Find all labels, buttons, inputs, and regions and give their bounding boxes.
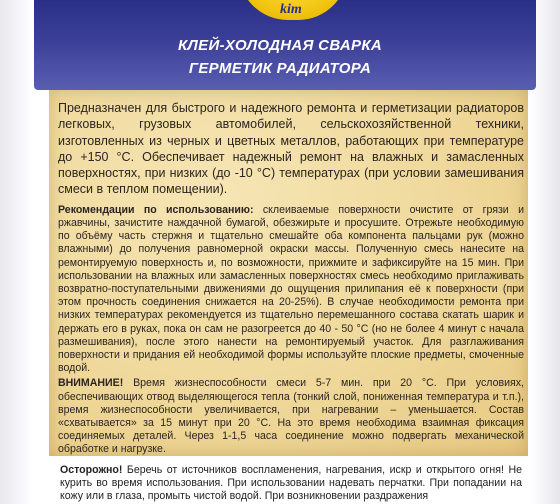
brand-logo-text: kim [280,2,302,17]
attention-text: Время жизнеспособности смеси 5-7 мин. при 20 °С. При условиях, обеспечивающих отвод выделяющегося тепла (тонкий слой, пониженная температура и т.п.), время жизнеспособности увеличивается, при нагревании – уменьшается. Состав «схватывается» за 15 минут при 20 °С. На это время необходима взаимная фиксация соединяемых деталей. Через 1-1,5 часа соединение можно подвергать механической обработке и нагрузке. [58,377,524,456]
caution-text: Беречь от источников воспламенения, нагревания, искр и открытого огня! Не курить во время использования. При использовании надевать перчатки. При попадании на кожу или в глаза, промыть чистой водой. При возникновении раздражения [60,464,522,503]
caution-heading: Осторожно! [60,464,123,476]
product-title-line2: ГЕРМЕТИК РАДИАТОРА [188,60,372,77]
usage-text: склеиваемые поверхности очистите от грязи и ржавчины, зачистите наждачной бумагой, обезжирьте и просушите. Отрежьте необходимую по объёму часть стержня и тщательно смешайте оба компонента пальцами рук (можно влажными) до получения равномерной окраски массы. Полученную смесь нанесите на ремонтируемую поверхность и, по возможности, прижмите и зафиксируйте на 15 мин. При использовании на влажных или замасленных поверхностях смесь необходимо приглаживать возвратно-поступательными движениями до ощущения прилипания её к поверхности (при этом прочность соединения снижается на 20-25%). В случае необходимости ремонта при низких температурах рекомендуется из тщательно перемешанного состава скатать шарик и держать его в руках, пока он сам не разогреется до 40 - 50 °С (но не более 4 минут с начала размешивания), после этого нанести на ремонтируемый участок. Для разглаживания поверхности и придания ей необходимой формы используйте плоские предметы, смоченные водой. [58,203,524,375]
attention-paragraph [58,377,524,456]
instruction-text [58,100,524,457]
description-paragraph: Предназначен для быстрого и надежного ремонта и герметизации радиаторов легковых, грузовых автомобилей, сельскохозяйственной техники, изготовленных из черных и цветных металлов, работающих при температуре до +150 °С. Обеспечивает надежный ремонт на влажных и замасленных поверхностях, при низких (до -10 °С) температурах (при условии замешивания смеси в теплом помещении). [58,101,524,197]
attention-heading: ВНИМАНИЕ! [58,377,124,390]
usage-paragraph [58,204,524,376]
caution-paragraph [60,464,522,504]
usage-heading: Рекомендации по использованию: [58,203,254,216]
product-title-line1: КЛЕЙ-ХОЛОДНАЯ СВАРКА [178,37,382,54]
